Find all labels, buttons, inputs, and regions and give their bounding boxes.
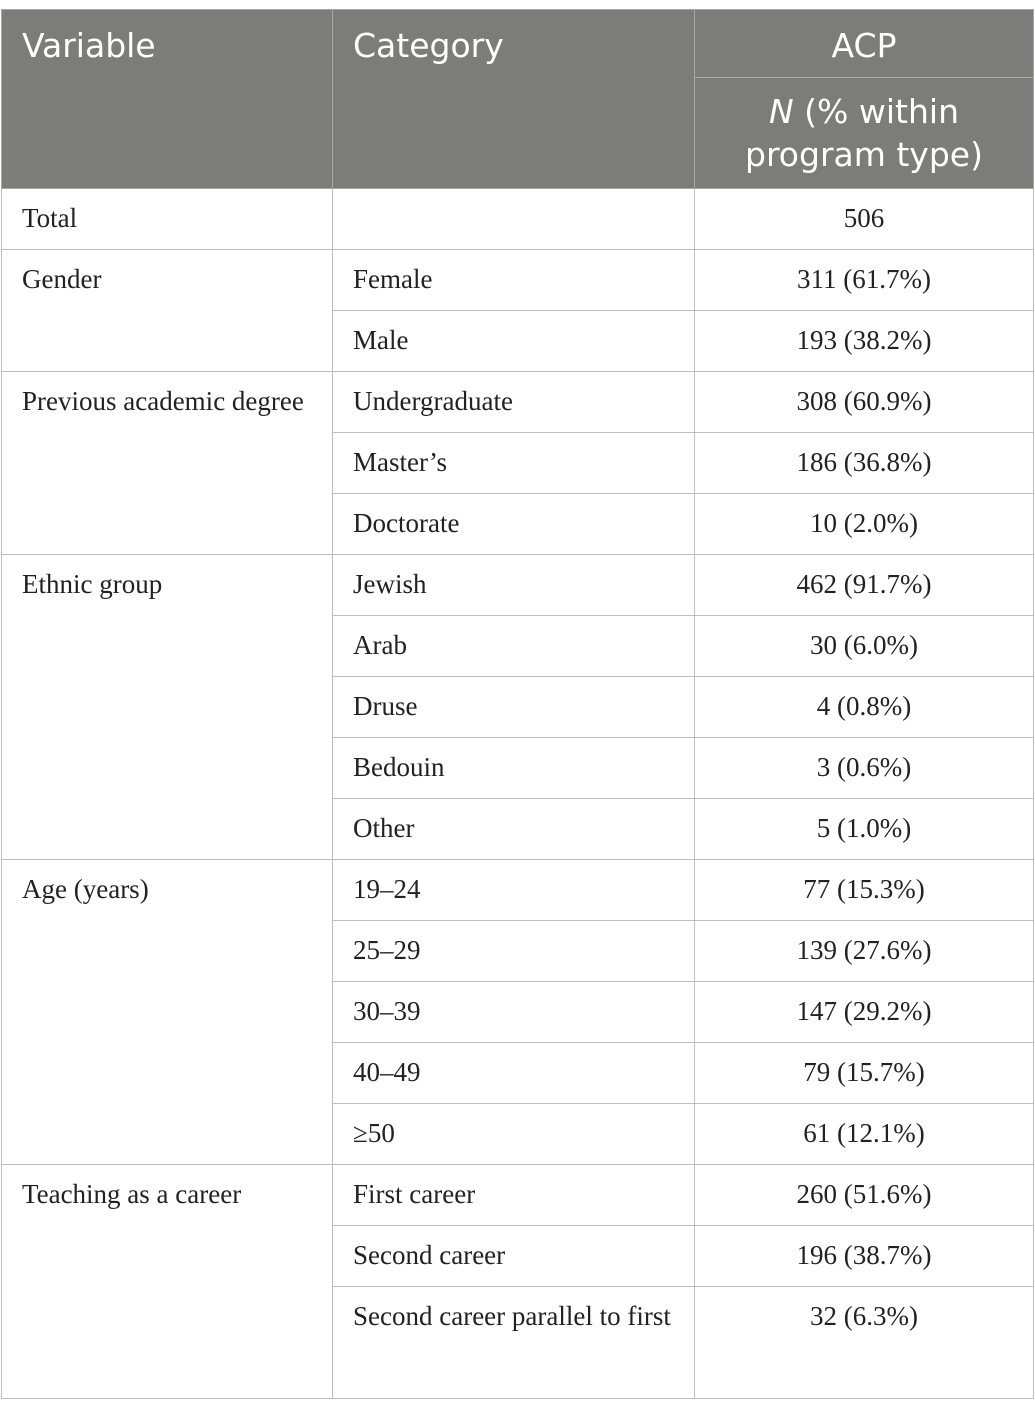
- category-label: Master’s: [353, 447, 447, 477]
- variable-cell: [2, 189, 333, 250]
- variable-teaching-career: Teaching as a career: [22, 1179, 242, 1209]
- n-value: 61 (12.1%): [803, 1118, 925, 1148]
- category-label: Arab: [353, 630, 407, 660]
- category-cell: [333, 982, 695, 1043]
- category-cell: [333, 250, 695, 311]
- n-cell: [695, 555, 1034, 616]
- n-cell: [695, 311, 1034, 372]
- n-value: 10 (2.0%): [810, 508, 918, 538]
- category-cell: [333, 494, 695, 555]
- n-value: 462 (91.7%): [796, 569, 932, 599]
- n-cell: [695, 189, 1034, 250]
- table-header: [2, 10, 1034, 189]
- n-value: 4 (0.8%): [816, 691, 912, 721]
- category-label: Doctorate: [353, 508, 460, 538]
- category-cell: [333, 738, 695, 799]
- n-value: 308 (60.9%): [796, 386, 932, 416]
- category-label: Jewish: [353, 569, 427, 599]
- category-cell: [333, 311, 695, 372]
- n-value: 77 (15.3%): [803, 874, 925, 904]
- n-cell: [695, 799, 1034, 860]
- n-value: 260 (51.6%): [796, 1179, 932, 1209]
- table-row: [2, 1165, 1034, 1226]
- n-cell: [695, 738, 1034, 799]
- n-value: 139 (27.6%): [796, 935, 932, 965]
- variable-cell: [2, 1165, 333, 1399]
- category-label: Other: [353, 813, 415, 843]
- header-variable: Variable: [2, 10, 333, 189]
- n-value: 186 (36.8%): [796, 447, 932, 477]
- n-cell: [695, 1226, 1034, 1287]
- table-row: [2, 372, 1034, 433]
- n-value: 311 (61.7%): [797, 264, 931, 294]
- category-cell: [333, 189, 695, 250]
- category-cell: [333, 1043, 695, 1104]
- n-cell: [695, 860, 1034, 921]
- n-cell: [695, 982, 1034, 1043]
- n-value: 5 (1.0%): [816, 813, 912, 843]
- n-value: 79 (15.7%): [803, 1057, 925, 1087]
- category-label: Male: [353, 325, 409, 355]
- category-cell: [333, 555, 695, 616]
- variable-gender: Gender: [22, 264, 102, 294]
- category-label: First career: [353, 1179, 476, 1209]
- n-cell: [695, 1104, 1034, 1165]
- n-cell: [695, 677, 1034, 738]
- demographics-table: [1, 9, 1034, 1399]
- variable-cell: [2, 250, 333, 372]
- category-cell: [333, 677, 695, 738]
- category-label: Second career parallel to first: [353, 1301, 671, 1331]
- n-cell: [695, 1287, 1034, 1399]
- category-label: Bedouin: [353, 752, 445, 782]
- n-cell: [695, 372, 1034, 433]
- variable-ethnic-group: Ethnic group: [22, 569, 163, 599]
- n-value: 147 (29.2%): [796, 996, 932, 1026]
- category-cell: [333, 1287, 695, 1399]
- n-value: 196 (38.7%): [796, 1240, 932, 1270]
- n-cell: [695, 1165, 1034, 1226]
- table-row: [2, 860, 1034, 921]
- n-cell: [695, 921, 1034, 982]
- category-label: 40–49: [353, 1057, 421, 1087]
- category-cell: [333, 433, 695, 494]
- category-cell: [333, 1104, 695, 1165]
- n-cell: [695, 250, 1034, 311]
- n-value: 3 (0.6%): [816, 752, 912, 782]
- n-value: 193 (38.2%): [796, 325, 932, 355]
- variable-cell: [2, 372, 333, 555]
- header-acp: ACP: [695, 10, 1034, 78]
- category-cell: [333, 372, 695, 433]
- n-value: 506: [843, 203, 885, 233]
- category-cell: [333, 616, 695, 677]
- header-n-label: (% within program type): [745, 92, 983, 174]
- category-label: Second career: [353, 1240, 506, 1270]
- n-value: 30 (6.0%): [810, 630, 918, 660]
- category-label: Undergraduate: [353, 386, 513, 416]
- category-cell: [333, 799, 695, 860]
- table-body: [2, 189, 1034, 1399]
- variable-cell: [2, 555, 333, 860]
- category-cell: [333, 1226, 695, 1287]
- header-n-symbol: N: [769, 92, 794, 131]
- header-n-within-program: [695, 78, 1034, 189]
- header-category: Category: [333, 10, 695, 189]
- variable-cell: [2, 860, 333, 1165]
- category-label: 19–24: [353, 874, 421, 904]
- n-cell: [695, 1043, 1034, 1104]
- n-cell: [695, 616, 1034, 677]
- category-cell: [333, 860, 695, 921]
- table-row: [2, 250, 1034, 311]
- variable-total: Total: [22, 203, 78, 233]
- table-row: [2, 189, 1034, 250]
- n-cell: [695, 494, 1034, 555]
- category-cell: [333, 1165, 695, 1226]
- variable-age: Age (years): [22, 874, 149, 904]
- category-label: ≥50: [353, 1118, 395, 1148]
- n-cell: [695, 433, 1034, 494]
- table-row: [2, 555, 1034, 616]
- category-label: 25–29: [353, 935, 421, 965]
- variable-previous-degree: Previous academic degree: [22, 386, 304, 416]
- category-label: 30–39: [353, 996, 421, 1026]
- n-value: 32 (6.3%): [810, 1301, 918, 1331]
- category-label: Druse: [353, 691, 418, 721]
- category-cell: [333, 921, 695, 982]
- category-label: Female: [353, 264, 433, 294]
